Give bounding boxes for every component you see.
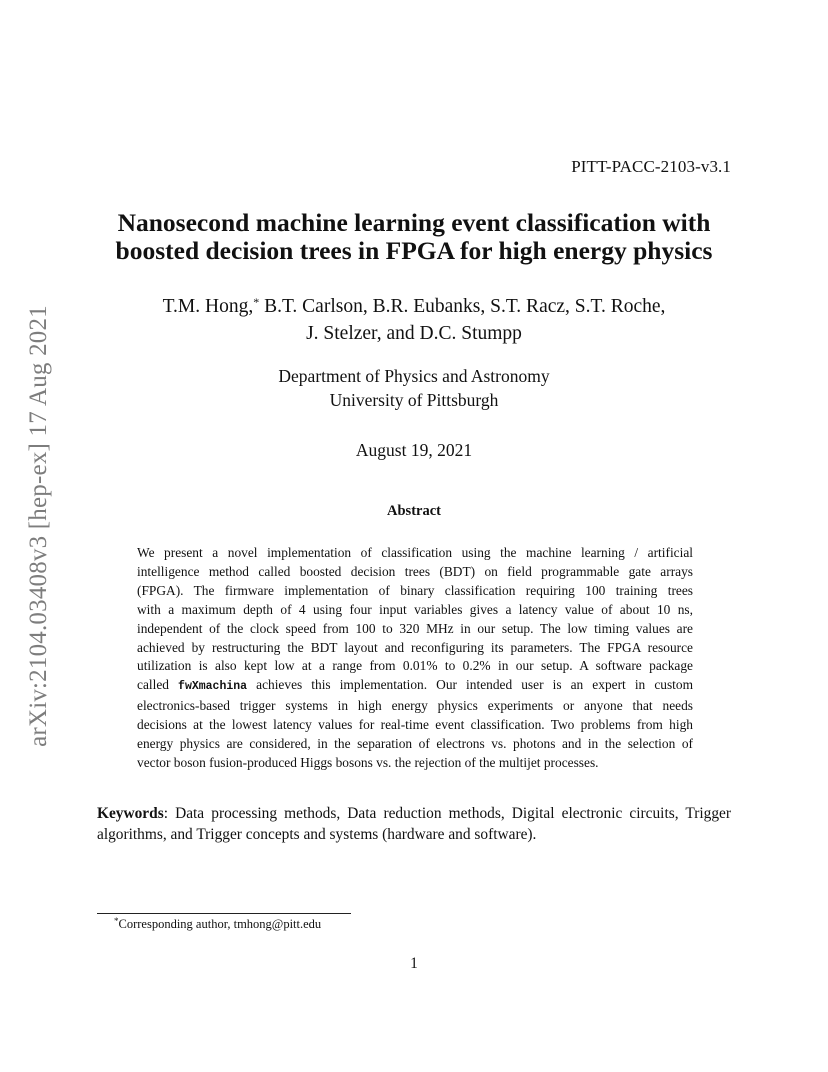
abstract-line: decisions at the lowest latency values for real-time event classification. Two problems from high xyxy=(137,717,693,733)
keywords-section xyxy=(97,803,731,845)
software-package-name: fwXmachina xyxy=(178,680,248,694)
title-line-1: Nanosecond machine learning event classification with xyxy=(117,208,711,237)
keywords-line-1 xyxy=(97,803,731,824)
page-number: 1 xyxy=(410,955,418,972)
author-footnote-marker[interactable]: * xyxy=(253,295,260,309)
corresponding-author: T.M. Hong, xyxy=(162,296,254,317)
footnote xyxy=(114,917,321,932)
arxiv-identifier-stamp: arXiv:2104.03408v3 [hep-ex] 17 Aug 2021 xyxy=(25,305,52,747)
abstract-text-fragment: achieves this implementation. Our intended user is an expert in custom xyxy=(247,677,693,693)
footnote-divider xyxy=(97,913,351,914)
affiliation xyxy=(80,364,748,412)
keywords-text: : Data processing methods, Data reduction methods, Digital electronic circuits, Trigger xyxy=(163,805,731,822)
publication-date: August 19, 2021 xyxy=(355,440,473,460)
university-name: University of Pittsburgh xyxy=(329,390,499,410)
author-list xyxy=(80,293,748,347)
report-number: PITT-PACC-2103-v3.1 xyxy=(571,157,731,176)
abstract-line: with a maximum depth of 4 using four input variables gives a latency value of about 10 ns, xyxy=(137,601,693,617)
abstract-line: independent of the clock speed from 100 to 320 MHz in our setup. The low timing values are xyxy=(137,620,693,636)
author-line-2: J. Stelzer, and D.C. Stumpp xyxy=(306,323,522,344)
department-name: Department of Physics and Astronomy xyxy=(278,366,550,386)
paper-title xyxy=(80,209,748,265)
title-line-2: boosted decision trees in FPGA for high energy physics xyxy=(115,236,713,265)
coauthors-line-1: B.T. Carlson, B.R. Eubanks, S.T. Racz, S.T. Roche, xyxy=(259,296,666,317)
abstract-line: vector boson fusion-produced Higgs bosons vs. the rejection of the multijet processes. xyxy=(137,754,599,770)
abstract-line: We present a novel implementation of classification using the machine learning / artificial xyxy=(137,545,693,560)
keywords-label: Keywords xyxy=(97,805,164,822)
abstract-text-fragment: called xyxy=(137,677,179,693)
abstract-line xyxy=(137,676,693,697)
abstract-line: electronics-based trigger systems in high energy physics experiments or anyone that needs xyxy=(137,698,693,714)
abstract-line: (FPGA). The firmware implementation of binary classification requiring 100 training trees xyxy=(137,582,693,598)
abstract-line: energy physics are considered, in the separation of electrons vs. photons and in the selection of xyxy=(137,736,693,752)
abstract-line: intelligence method called boosted decision trees (BDT) on field programmable gate arrays xyxy=(137,563,693,579)
footnote-text: Corresponding author, tmhong@pitt.edu xyxy=(118,917,322,931)
abstract-line: utilization is also kept low at a range from 0.01% to 0.2% in our setup. A software package xyxy=(137,658,693,674)
footnote-marker: * xyxy=(114,916,119,926)
abstract-body xyxy=(137,544,693,773)
author-line-1 xyxy=(80,293,748,320)
abstract-line: achieved by restructuring the BDT layout and reconfiguring its parameters. The FPGA resource xyxy=(137,639,693,655)
abstract-heading: Abstract xyxy=(387,503,441,519)
keywords-line-2: algorithms, and Trigger concepts and systems (hardware and software). xyxy=(97,826,537,843)
